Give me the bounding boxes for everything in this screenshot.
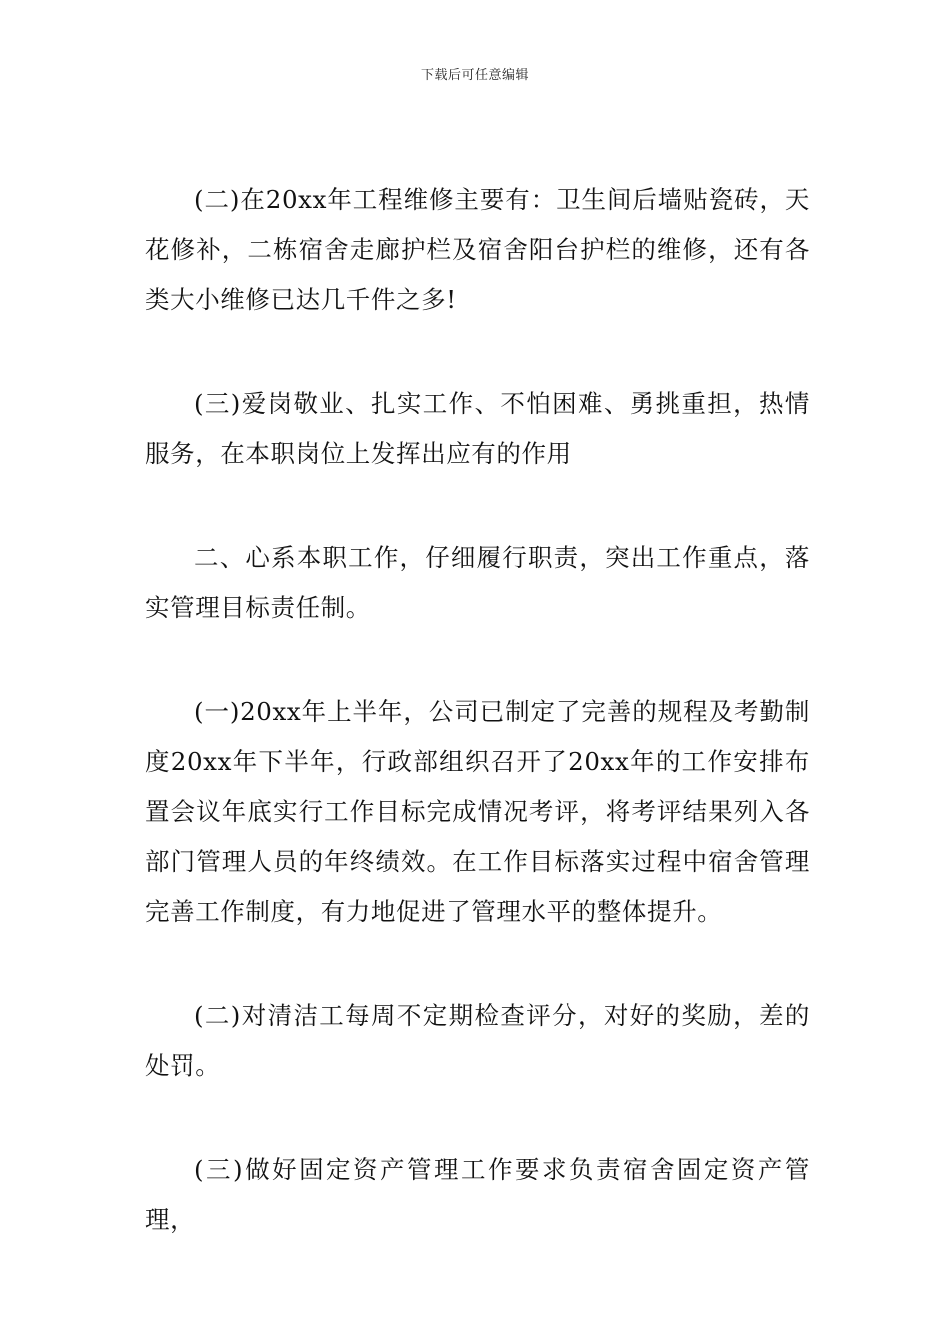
paragraph-maintenance: (二)在20xx年工程维修主要有：卫生间后墙贴瓷砖，天花修补，二栋宿舍走廊护栏及宿舍阳台护栏的维修，还有各类大小维修已达几千件之多! [145,185,810,314]
page-header: 下载后可任意编辑 [420,68,529,83]
paragraph-fixed-assets: (三)做好固定资产管理工作要求负责宿舍固定资产管理， [145,1155,810,1234]
paragraph-section-two-heading: 二、心系本职工作，仔细履行职责，突出工作重点，落实管理目标责任制。 [145,543,810,622]
document-body [145,175,810,1299]
paragraph-cleaning-inspection: (二)对清洁工每周不定期检查评分，对好的奖励，差的处罚。 [145,1001,810,1080]
paragraph-dedication: (三)爱岗敬业、扎实工作、不怕困难、勇挑重担，热情服务，在本职岗位上发挥出应有的作用 [145,389,810,468]
paragraph-regulations: (一)20xx年上半年，公司已制定了完善的规程及考勤制度20xx年下半年，行政部组织召开了20xx年的工作安排布置会议年底实行工作目标完成情况考评，将考评结果列入各部门管理人员的年终绩效。在工作目标落实过程中宿舍管理完善工作制度，有力地促进了管理水平的整体提升。 [145,697,810,926]
